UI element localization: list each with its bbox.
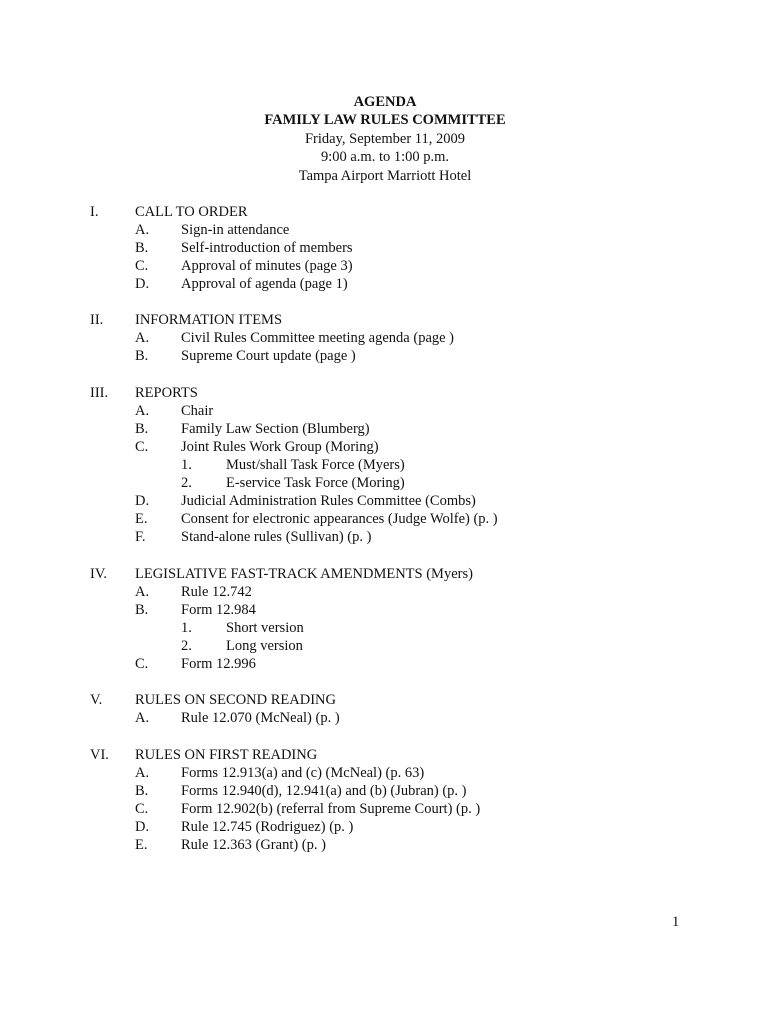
section-numeral: V. <box>90 692 103 709</box>
item-letter: E. <box>135 511 148 528</box>
agenda-item: Sign-in attendance <box>181 221 290 238</box>
agenda-subitem: Long version <box>226 637 303 654</box>
item-letter: C. <box>135 800 149 817</box>
agenda-item: Forms 12.913(a) and (c) (McNeal) (p. 63) <box>181 764 425 781</box>
item-letter: A. <box>135 330 150 347</box>
item-letter: D. <box>135 818 150 835</box>
agenda-item: Consent for electronic appearances (Judge Wolfe) (p. ) <box>181 511 498 528</box>
agenda-item: Rule 12.070 (McNeal) (p. ) <box>181 710 340 727</box>
section-title: INFORMATION ITEMS <box>135 312 283 329</box>
item-letter: D. <box>135 493 150 510</box>
item-letter: A. <box>135 221 150 238</box>
section-numeral: IV. <box>90 565 108 582</box>
meeting-date: Friday, September 11, 2009 <box>304 130 465 147</box>
agenda-subitem: E-service Task Force (Moring) <box>226 475 405 491</box>
item-letter: B. <box>135 782 149 799</box>
item-letter: A. <box>135 764 150 781</box>
agenda-title: AGENDA <box>353 94 417 110</box>
item-letter: B. <box>135 601 149 618</box>
agenda-subitem: Short version <box>226 619 304 636</box>
item-letter: A. <box>135 402 150 419</box>
item-letter: C. <box>135 438 149 455</box>
section-title: REPORTS <box>135 384 198 401</box>
section-title: CALL TO ORDER <box>135 203 248 220</box>
item-letter: A. <box>135 583 150 600</box>
subitem-number: 2. <box>181 637 192 654</box>
agenda-item: Approval of agenda (page 1) <box>181 275 348 292</box>
agenda-item: Joint Rules Work Group (Moring) <box>181 438 379 455</box>
agenda-item: Rule 12.742 <box>181 583 252 600</box>
subitem-number: 1. <box>181 619 192 636</box>
agenda-item: Family Law Section (Blumberg) <box>181 420 370 437</box>
item-letter: F. <box>135 529 146 546</box>
agenda-item: Self-introduction of members <box>181 239 353 256</box>
item-letter: B. <box>135 239 149 256</box>
section-title: RULES ON FIRST READING <box>135 746 318 763</box>
agenda-item: Supreme Court update (page ) <box>181 348 356 365</box>
section-numeral: VI. <box>90 746 109 763</box>
section-numeral: III. <box>90 384 109 401</box>
section-numeral: II. <box>90 312 104 329</box>
item-letter: A. <box>135 710 150 727</box>
item-letter: B. <box>135 420 149 437</box>
agenda-item: Stand-alone rules (Sullivan) (p. ) <box>181 529 372 546</box>
agenda-item: Forms 12.940(d), 12.941(a) and (b) (Jubran) (p. ) <box>181 782 467 799</box>
agenda-item: Chair <box>181 402 214 419</box>
meeting-time: 9:00 a.m. to 1:00 p.m. <box>320 149 450 166</box>
item-letter: C. <box>135 656 149 672</box>
agenda-item: Form 12.996 <box>181 656 256 672</box>
item-letter: D. <box>135 275 150 292</box>
agenda-item: Form 12.902(b) (referral from Supreme Court) (p. ) <box>181 800 481 817</box>
agenda-item: Form 12.984 <box>181 601 256 618</box>
section-numeral: I. <box>90 203 99 220</box>
agenda-item: Judicial Administration Rules Committee (Combs) <box>181 493 476 510</box>
agenda-subitem: Must/shall Task Force (Myers) <box>226 456 405 473</box>
agenda-header <box>0 93 770 185</box>
subitem-number: 2. <box>181 475 192 491</box>
agenda-item: Civil Rules Committee meeting agenda (page ) <box>181 330 455 347</box>
meeting-location: Tampa Airport Marriott Hotel <box>298 167 472 184</box>
section-title: RULES ON SECOND READING <box>135 692 336 709</box>
item-letter: E. <box>135 837 148 853</box>
section-title: LEGISLATIVE FAST-TRACK AMENDMENTS (Myers) <box>135 565 473 582</box>
committee-name: FAMILY LAW RULES COMMITTEE <box>264 112 506 129</box>
agenda-item: Rule 12.363 (Grant) (p. ) <box>181 837 326 853</box>
agenda-item: Rule 12.745 (Rodriguez) (p. ) <box>181 818 354 835</box>
subitem-number: 1. <box>181 456 192 473</box>
agenda-item: Approval of minutes (page 3) <box>181 257 353 274</box>
page-number: 1 <box>672 914 680 930</box>
item-letter: C. <box>135 257 149 274</box>
item-letter: B. <box>135 348 149 365</box>
